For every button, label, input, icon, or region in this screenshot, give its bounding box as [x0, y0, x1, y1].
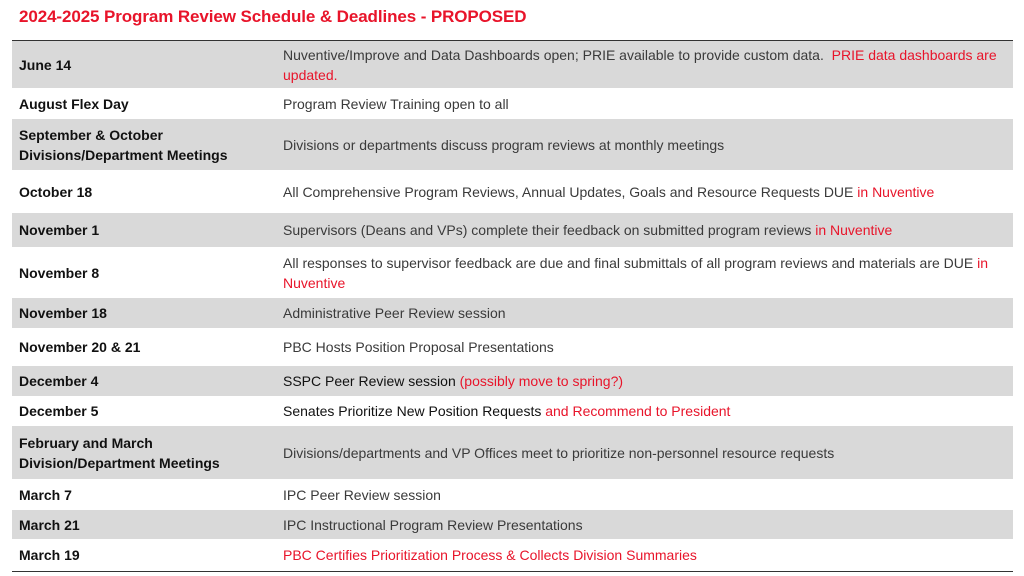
row-description — [276, 515, 1013, 535]
desc-text: IPC Instructional Program Review Presentations — [283, 516, 583, 533]
desc-highlight: in Nuventive — [815, 222, 893, 238]
schedule-table — [12, 40, 1013, 572]
row-date: February and March Division/Department Meetings — [19, 434, 220, 471]
desc-highlight: (possibly move to spring?) — [459, 373, 624, 389]
row-description — [276, 485, 1013, 505]
desc-text: Program Review Training open to all — [283, 95, 509, 112]
row-date: November 8 — [19, 264, 100, 281]
desc-text: Divisions/departments and VP Offices meet to prioritize non-personnel resource requests — [283, 444, 835, 461]
desc-text: IPC Peer Review session — [283, 486, 441, 503]
row-description — [276, 253, 1013, 293]
desc-highlight: in Nuventive — [857, 183, 935, 200]
table-row — [12, 171, 1013, 213]
page-title: 2024-2025 Program Review Schedule & Deadlines - PROPOSED — [19, 7, 527, 26]
desc-highlight: in Nuventive — [283, 254, 989, 291]
row-date: October 18 — [19, 183, 93, 200]
desc-highlight: PBC Certifies Prioritization Process & Collects Division Summaries — [283, 547, 697, 563]
table-row — [12, 540, 1013, 571]
table-row — [12, 397, 1013, 426]
row-date: March 7 — [19, 486, 72, 503]
table-row — [12, 248, 1013, 298]
row-date: December 5 — [19, 403, 99, 419]
row-description — [276, 401, 1013, 421]
table-row — [12, 298, 1013, 329]
row-date: November 18 — [19, 305, 107, 321]
row-description — [276, 443, 1013, 463]
desc-text: Senates Prioritize New Position Requests — [283, 403, 542, 419]
desc-highlight: PRIE data dashboards are updated. — [283, 46, 997, 83]
row-description — [276, 303, 1013, 323]
row-date: December 4 — [19, 373, 99, 389]
desc-highlight: and Recommend to President — [545, 403, 731, 419]
desc-text: Supervisors (Deans and VPs) complete their feedback on submitted program reviews — [283, 222, 812, 238]
row-description — [276, 545, 1013, 565]
row-date: June 14 — [19, 56, 72, 73]
desc-text: All Comprehensive Program Reviews, Annual Updates, Goals and Resource Requests DUE — [283, 183, 854, 200]
table-row — [12, 366, 1013, 397]
table-row — [12, 213, 1013, 248]
desc-text: Nuventive/Improve and Data Dashboards open; PRIE available to provide custom data. — [283, 46, 824, 63]
desc-text: Administrative Peer Review session — [283, 305, 506, 321]
desc-text: PBC Hosts Position Proposal Presentations — [283, 339, 554, 355]
row-date: September & October Divisions/Department Meetings — [19, 126, 228, 163]
table-row — [12, 329, 1013, 366]
table-row — [12, 89, 1013, 119]
desc-text: All responses to supervisor feedback are due and final submittals of all program reviews and materials are DUE — [283, 254, 974, 271]
table-row — [12, 119, 1013, 171]
row-description — [276, 337, 1013, 357]
row-description — [276, 45, 1013, 85]
row-date: November 1 — [19, 222, 100, 238]
table-row — [12, 510, 1013, 540]
row-description — [276, 182, 1013, 202]
table-row — [12, 426, 1013, 480]
row-date: November 20 & 21 — [19, 339, 141, 355]
row-description — [276, 94, 1013, 114]
row-description — [276, 135, 1013, 155]
row-description — [276, 371, 1013, 391]
row-description — [276, 220, 1013, 240]
row-date: August Flex Day — [19, 95, 129, 112]
desc-text: SSPC Peer Review session — [283, 373, 456, 389]
desc-text: Divisions or departments discuss program reviews at monthly meetings — [283, 136, 725, 153]
row-date: March 19 — [19, 547, 80, 563]
table-row — [12, 480, 1013, 510]
row-date: March 21 — [19, 516, 80, 533]
table-row — [12, 41, 1013, 89]
